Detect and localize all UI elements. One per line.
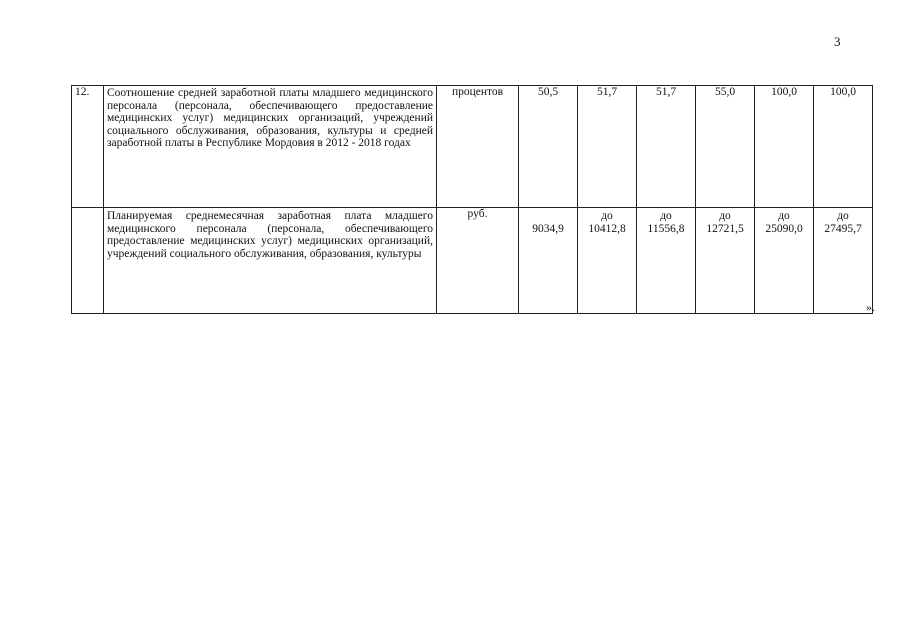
value-amount: 11556,8 xyxy=(647,222,685,235)
value-amount: 25090,0 xyxy=(765,222,803,235)
value-2014: 51,7 xyxy=(578,86,637,208)
value-amount: 9034,9 xyxy=(532,222,564,235)
salary-value-cell xyxy=(637,208,696,314)
value-amount: 10412,8 xyxy=(588,222,626,235)
unit-cell: руб. xyxy=(437,208,519,314)
table-row xyxy=(72,208,873,314)
value-prefix: до xyxy=(660,210,672,222)
salary-value-cell xyxy=(578,208,637,314)
value-2017: 100,0 xyxy=(755,86,814,208)
value-2016: 55,0 xyxy=(696,86,755,208)
salary-value-cell xyxy=(696,208,755,314)
indicator-table xyxy=(71,85,873,314)
table-row xyxy=(72,86,873,208)
salary-value-cell xyxy=(755,208,814,314)
row-number: 12. xyxy=(72,86,104,208)
indicator-name: Планируемая среднемесячная заработная плата младшего медицинского персонала (персонала, обеспечивающего предоставление медицинских услуг) медицинских организаций, учреждений социального обслуживания, образования, культуры xyxy=(104,208,437,314)
value-2015: 51,7 xyxy=(637,86,696,208)
value-prefix: до xyxy=(778,210,790,222)
indicator-name: Соотношение средней заработной платы младшего медицинского персонала (персонала, обеспечивающего предоставление медицинских услуг) медицинских организаций, учреждений социального обслуживания, образования, культуры и средней заработной платы в Республике Мордовия в 2012 - 2018 годах xyxy=(104,86,437,208)
value-prefix: до xyxy=(719,210,731,222)
page-number: 3 xyxy=(834,34,841,49)
value-2013: 50,5 xyxy=(519,86,578,208)
value-prefix: до xyxy=(837,210,849,222)
salary-value-cell xyxy=(814,208,873,314)
value-amount: 12721,5 xyxy=(706,222,744,235)
salary-value-cell xyxy=(519,208,578,314)
value-amount: 27495,7 xyxy=(824,222,862,235)
closing-quote-mark: ». xyxy=(866,300,875,314)
value-2018: 100,0 xyxy=(814,86,873,208)
value-prefix xyxy=(522,210,574,223)
row-number xyxy=(72,208,104,314)
unit-cell: процентов xyxy=(437,86,519,208)
value-prefix: до xyxy=(601,210,613,222)
